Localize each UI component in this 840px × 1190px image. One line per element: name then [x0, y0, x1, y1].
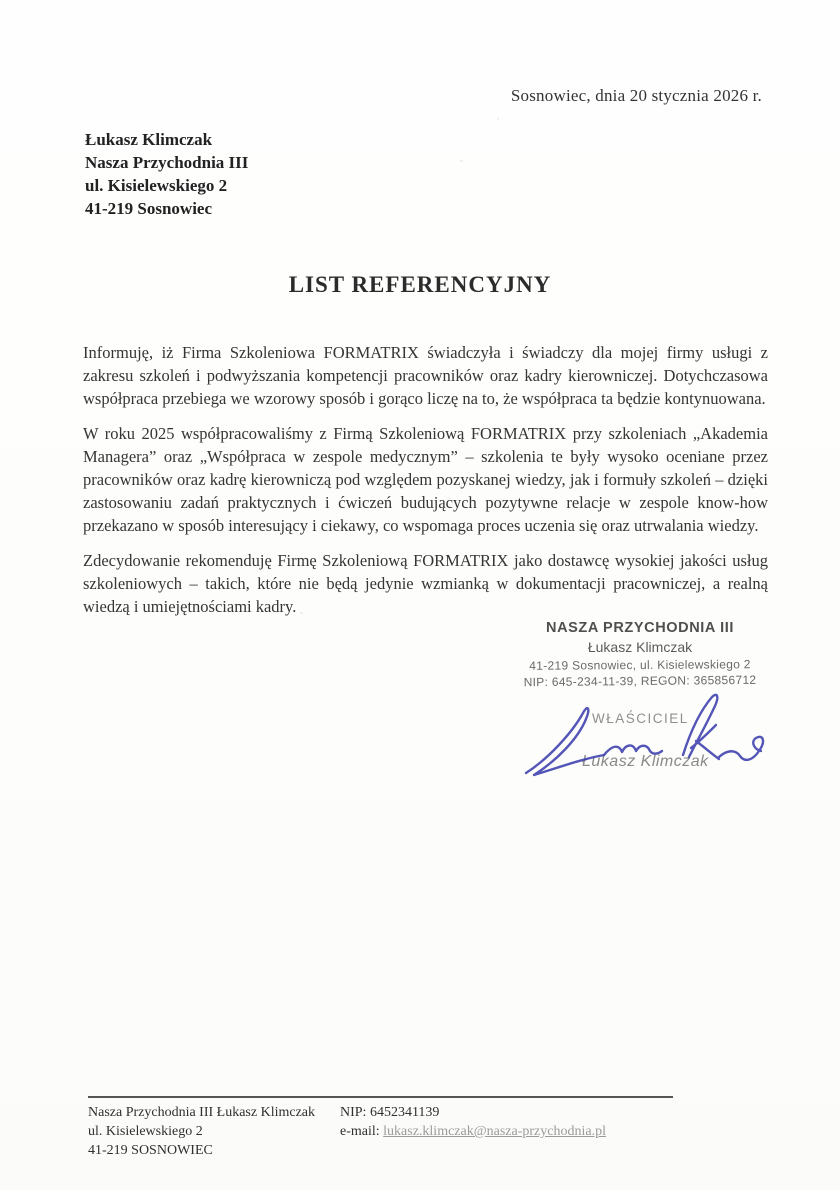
sender-name: Łukasz Klimczak [85, 130, 213, 149]
sender-city: 41-219 Sosnowiec [85, 199, 213, 218]
letterhead-footer [88, 1096, 673, 1160]
signature-block [520, 695, 790, 795]
footer-address-block [88, 1103, 336, 1160]
footer-street-line: ul. Kisielewskiego 2 [88, 1124, 203, 1139]
footer-contact-block [336, 1103, 606, 1160]
paragraph-1: Informuję, iż Firma Szkoleniowa FORMATRIX świadczyła i świadczy dla mojej firmy usługi z zakresu szkoleń i podwyższania kompetencji pracowników oraz kadry kierowniczej. Dotychczasowa współpraca przebiega we wzorowy sposób i gorąco liczę na to, że współpraca ta będzie kontynuowana. [83, 343, 768, 408]
stamp-company-name: NASZA PRZYCHODNIA III [546, 620, 734, 636]
scan-speck [300, 612, 303, 614]
footer-email-link[interactable]: lukasz.klimczak@nasza-przychodnia.pl [383, 1124, 606, 1139]
sender-address-block [85, 128, 248, 220]
footer-email-line [340, 1122, 606, 1141]
sender-company: Nasza Przychodnia III [85, 153, 249, 172]
footer-company-line: Nasza Przychodnia III Łukasz Klimczak [88, 1105, 316, 1120]
handwritten-signature-ink [520, 689, 790, 789]
sender-street: ul. Kisielewskiego 2 [85, 176, 228, 195]
signature-printed-name: Łukasz Klimczak [582, 753, 709, 770]
paragraph-2: W roku 2025 współpracowaliśmy z Firmą Szkoleniową FORMATRIX przy szkoleniach „Akademia Managera” oraz „Współpraca w zespole medycznym” – szkolenia te były wysoko oceniane przez pracowników oraz kadrę kierowniczą pod względem pozyskanej wiedzy, jak i formuły szkoleń – dzięki zastosowaniu zadań praktycznych i ćwiczeń budujących pozytywne relacje w zespole know-how przekazano w sposób interesujący i ciekawy, co wspomaga proces uczenia się oraz utrwalania wiedzy. [83, 424, 768, 535]
footer-city-line: 41-219 SOSNOWIEC [88, 1143, 213, 1158]
signature-role-label: WŁAŚCICIEL [592, 711, 689, 726]
letter-date: Sosnowiec, dnia 20 stycznia 2026 r. [510, 86, 762, 105]
paragraph-3: Zdecydowanie rekomenduję Firmę Szkoleniową FORMATRIX jako dostawcę wysokiej jakości usług szkoleniowych – takich, które nie będą jedynie wzmianką w dokumentacji pracowniczej, a realną wiedzą i umiejętnościami kadry. [83, 551, 768, 616]
stamp-address: 41-219 Sosnowiec, ul. Kisielewskiego 2 [529, 656, 751, 673]
company-stamp [470, 620, 810, 688]
footer-nip: NIP: 6452341139 [340, 1105, 440, 1120]
scan-speck [460, 160, 463, 162]
letter-body [83, 341, 768, 630]
letter-title: LIST REFERENCYJNY [288, 272, 552, 297]
footer-email-label: e-mail: [340, 1124, 384, 1139]
stamp-registration: NIP: 645-234-11-39, REGON: 365856712 [523, 672, 757, 690]
stamp-person-name: Łukasz Klimczak [587, 639, 693, 655]
scan-speck [497, 118, 499, 120]
